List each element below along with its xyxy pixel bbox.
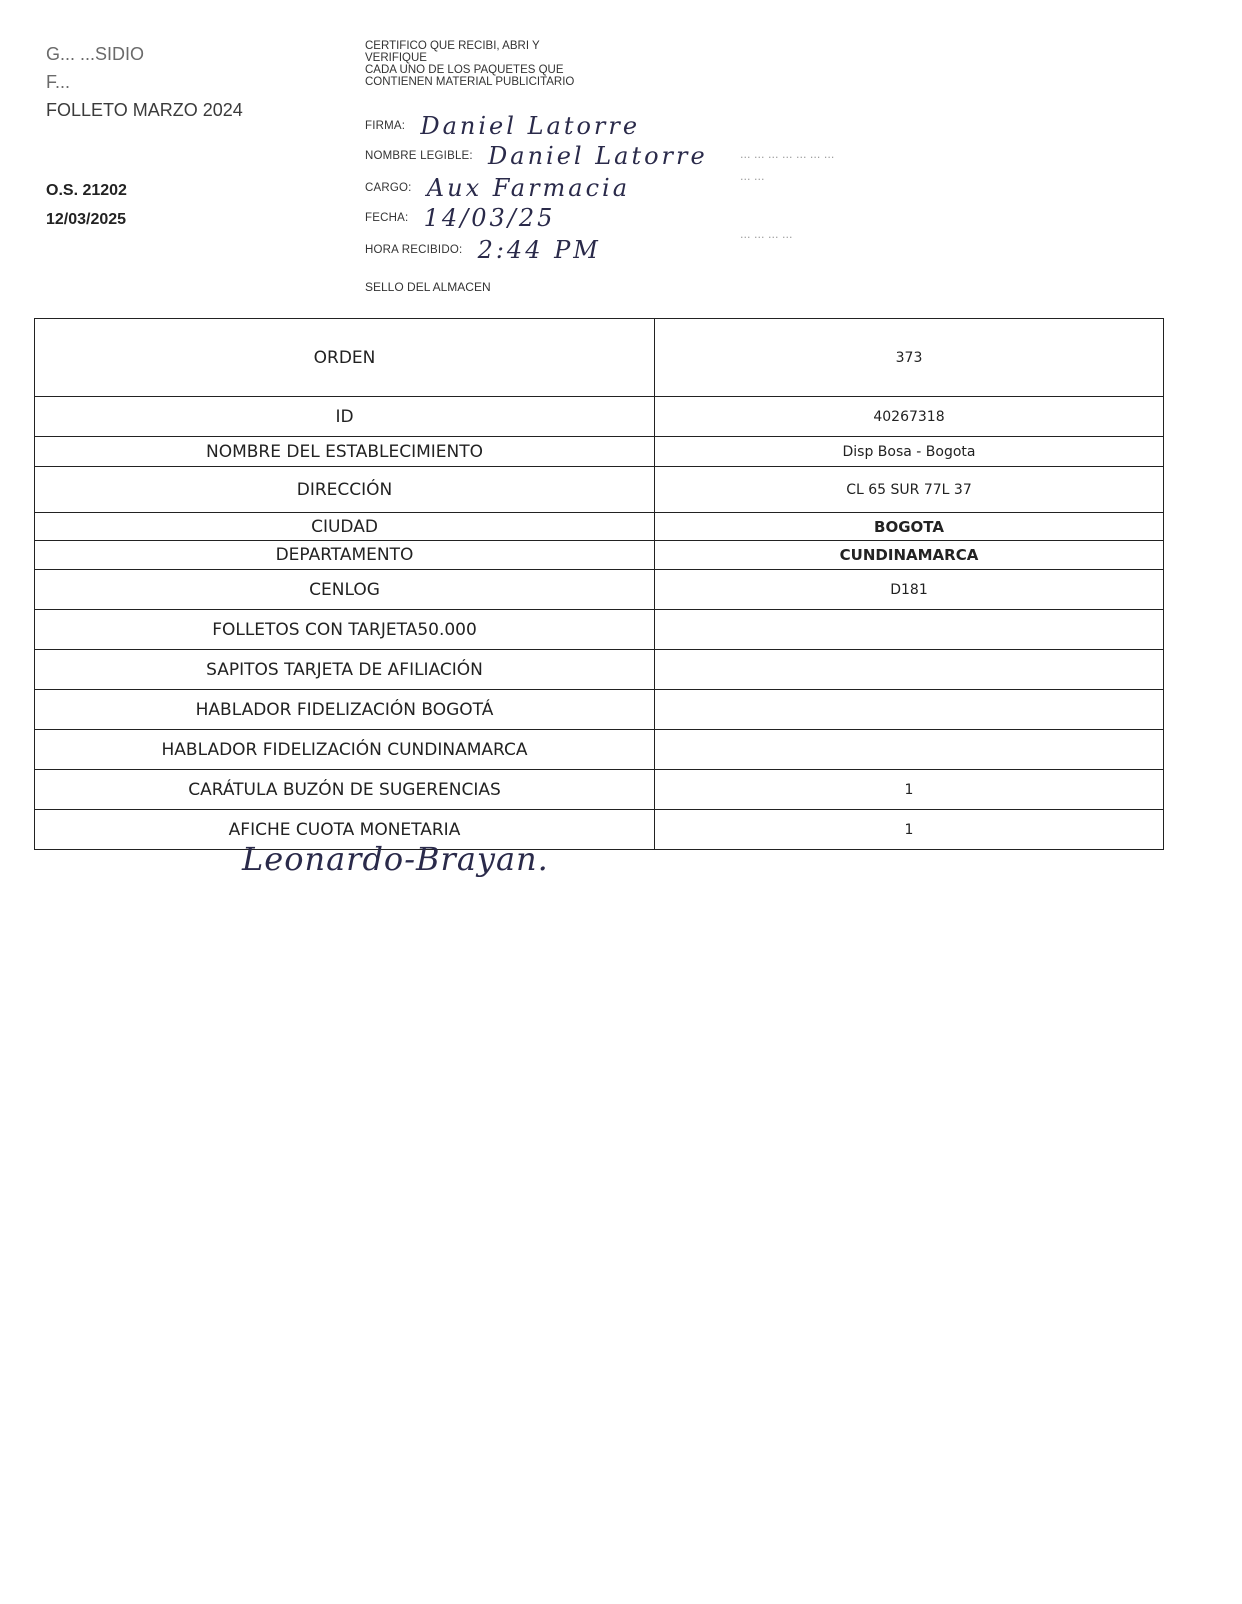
- table-row: [35, 319, 1164, 397]
- nombre-label: NOMBRE LEGIBLE:: [365, 150, 473, 162]
- cargo-value: Aux Farmacia: [426, 174, 631, 202]
- table-row: [35, 770, 1164, 810]
- stamp-line-2: ... ...: [740, 170, 765, 183]
- cert-line-2: VERIFIQUE: [365, 52, 427, 64]
- row-label: CENLOG: [35, 570, 655, 610]
- fecha-value: 14/03/25: [423, 204, 556, 232]
- table-row: [35, 437, 1164, 467]
- firma-value: Daniel Latorre: [420, 112, 641, 140]
- table-row: [35, 397, 1164, 437]
- header-line-1: G... ...SIDIO: [46, 44, 145, 64]
- row-value: 1: [655, 770, 1164, 810]
- cargo-label: CARGO:: [365, 182, 412, 194]
- row-label: HABLADOR FIDELIZACIÓN BOGOTÁ: [35, 690, 655, 730]
- row-label: DIRECCIÓN: [35, 467, 655, 513]
- row-value: [655, 690, 1164, 730]
- firma-label: FIRMA:: [365, 120, 406, 132]
- hora-value: 2:44 PM: [477, 236, 601, 264]
- row-label: AFICHE CUOTA MONETARIA: [35, 810, 655, 850]
- os-number: O.S. 21202: [46, 182, 127, 199]
- row-label: FOLLETOS CON TARJETA50.000: [35, 610, 655, 650]
- table-row: [35, 467, 1164, 513]
- row-value: [655, 650, 1164, 690]
- row-label: ORDEN: [35, 319, 655, 397]
- table-row: [35, 541, 1164, 570]
- row-value: Disp Bosa - Bogota: [655, 437, 1164, 467]
- certificate-text: [365, 40, 574, 88]
- header-line-2: F...: [46, 72, 71, 92]
- form-cargo: [365, 174, 630, 202]
- row-label: NOMBRE DEL ESTABLECIMIENTO: [35, 437, 655, 467]
- nombre-value: Daniel Latorre: [488, 142, 708, 170]
- row-value: 40267318: [655, 397, 1164, 437]
- row-label: ID: [35, 397, 655, 437]
- cert-line-1: CERTIFICO QUE RECIBI, ABRI Y: [365, 40, 540, 52]
- form-nombre: [365, 142, 708, 170]
- stamp-line-3: ... ... ... ...: [740, 228, 793, 241]
- table-row: [35, 650, 1164, 690]
- delivery-table: [34, 318, 1164, 850]
- os-date: 12/03/2025: [46, 211, 127, 228]
- stamp-line-1: ... ... ... ... ... ... ...: [740, 148, 835, 161]
- row-label: CIUDAD: [35, 513, 655, 541]
- form-firma: [365, 112, 640, 140]
- table-row: [35, 610, 1164, 650]
- row-value: BOGOTA: [655, 513, 1164, 541]
- sello-label: SELLO DEL ALMACEN: [365, 280, 491, 294]
- row-value: [655, 610, 1164, 650]
- handwritten-signature: Leonardo-Brayan.: [242, 840, 549, 878]
- table-row: [35, 513, 1164, 541]
- row-value: 373: [655, 319, 1164, 397]
- warehouse-stamp: [740, 148, 970, 242]
- table-row: [35, 570, 1164, 610]
- table-row: [35, 810, 1164, 850]
- cert-line-4: CONTIENEN MATERIAL PUBLICITARIO: [365, 76, 575, 88]
- table-row: [35, 730, 1164, 770]
- fecha-label: FECHA:: [365, 212, 409, 224]
- header-line-3: FOLLETO MARZO 2024: [46, 100, 243, 120]
- hora-label: HORA RECIBIDO:: [365, 244, 463, 256]
- header-left: [46, 40, 243, 124]
- row-label: SAPITOS TARJETA DE AFILIACIÓN: [35, 650, 655, 690]
- row-value: D181: [655, 570, 1164, 610]
- row-value: 1: [655, 810, 1164, 850]
- row-value: [655, 730, 1164, 770]
- row-label: DEPARTAMENTO: [35, 541, 655, 570]
- row-label: CARÁTULA BUZÓN DE SUGERENCIAS: [35, 770, 655, 810]
- form-hora: [365, 236, 601, 264]
- table-row: [35, 690, 1164, 730]
- form-fecha: [365, 204, 555, 232]
- row-value: CL 65 SUR 77L 37: [655, 467, 1164, 513]
- row-label: HABLADOR FIDELIZACIÓN CUNDINAMARCA: [35, 730, 655, 770]
- row-value: CUNDINAMARCA: [655, 541, 1164, 570]
- cert-line-3: CADA UNO DE LOS PAQUETES QUE: [365, 64, 564, 76]
- order-block: [46, 176, 127, 234]
